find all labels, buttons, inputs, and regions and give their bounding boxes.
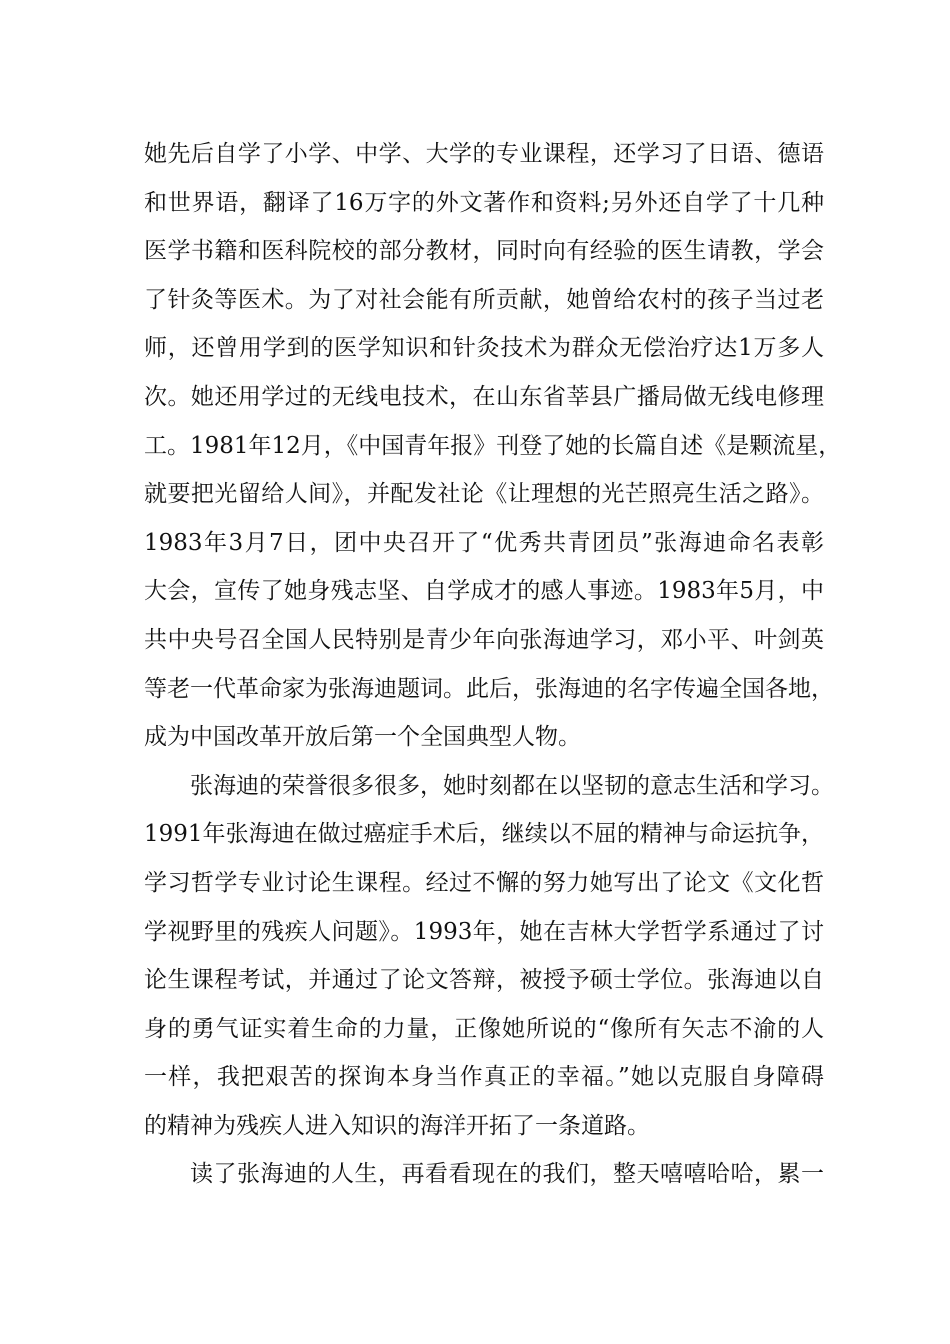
text-line: 师，还曾用学到的医学知识和针灸技术为群众无偿治疗达1万多人 (144, 335, 824, 362)
text-line: 身的勇气证实着生命的力量，正像她所说的“像所有矢志不渝的人 (144, 1015, 824, 1042)
paragraph-3 (144, 1150, 824, 1199)
text-line: 一样，我把艰苦的探询本身当作真正的幸福。”她以克服自身障碍 (144, 1064, 824, 1091)
paragraph-1 (144, 130, 842, 762)
text-line: 论生课程考试，并通过了论文答辩，被授予硕士学位。张海迪以自 (144, 967, 824, 994)
text-line: 1991年张海迪在做过癌症手术后，继续以不屈的精神与命运抗争， (144, 821, 824, 848)
text-line: 工。1981年12月，《中国青年报》刊登了她的长篇自述《是颗流星， (144, 432, 842, 459)
text-line: 就要把光留给人间》，并配发社论《让理想的光芒照亮生活之路》。 (144, 481, 824, 508)
paragraph-2 (144, 762, 834, 1151)
text-line: 了针灸等医术。为了对社会能有所贡献，她曾给农村的孩子当过老 (144, 286, 824, 313)
text-line: 等老一代革命家为张海迪题词。此后，张海迪的名字传遍全国各地， (144, 675, 834, 702)
text-line: 和世界语，翻译了16万字的外文著作和资料;另外还自学了十几种 (144, 189, 824, 216)
text-line: 张海迪的荣誉很多很多，她时刻都在以坚韧的意志生活和学习。 (190, 772, 834, 799)
text-line: 读了张海迪的人生，再看看现在的我们，整天嘻嘻哈哈，累一 (190, 1161, 824, 1188)
article-body (144, 130, 842, 1199)
text-line: 她先后自学了小学、中学、大学的专业课程，还学习了日语、德语 (144, 141, 824, 167)
text-line: 成为中国改革开放后第一个全国典型人物。 (144, 724, 581, 751)
text-line: 1983年3月7日，团中央召开了“优秀共青团员”张海迪命名表彰 (144, 529, 824, 556)
text-line: 学视野里的残疾人问题》。1993年，她在吉林大学哲学系通过了讨 (144, 918, 824, 945)
text-line: 共中央号召全国人民特别是青少年向张海迪学习，邓小平、叶剑英 (144, 626, 824, 653)
text-line: 次。她还用学过的无线电技术，在山东省莘县广播局做无线电修理 (144, 383, 824, 410)
text-line: 的精神为残疾人进入知识的海洋开拓了一条道路。 (144, 1112, 650, 1139)
text-line: 大会，宣传了她身残志坚、自学成才的感人事迹。1983年5月，中 (144, 578, 824, 605)
text-line: 医学书籍和医科院校的部分教材，同时向有经验的医生请教，学会 (144, 238, 824, 265)
text-line: 学习哲学专业讨论生课程。经过不懈的努力她写出了论文《文化哲 (144, 869, 824, 896)
